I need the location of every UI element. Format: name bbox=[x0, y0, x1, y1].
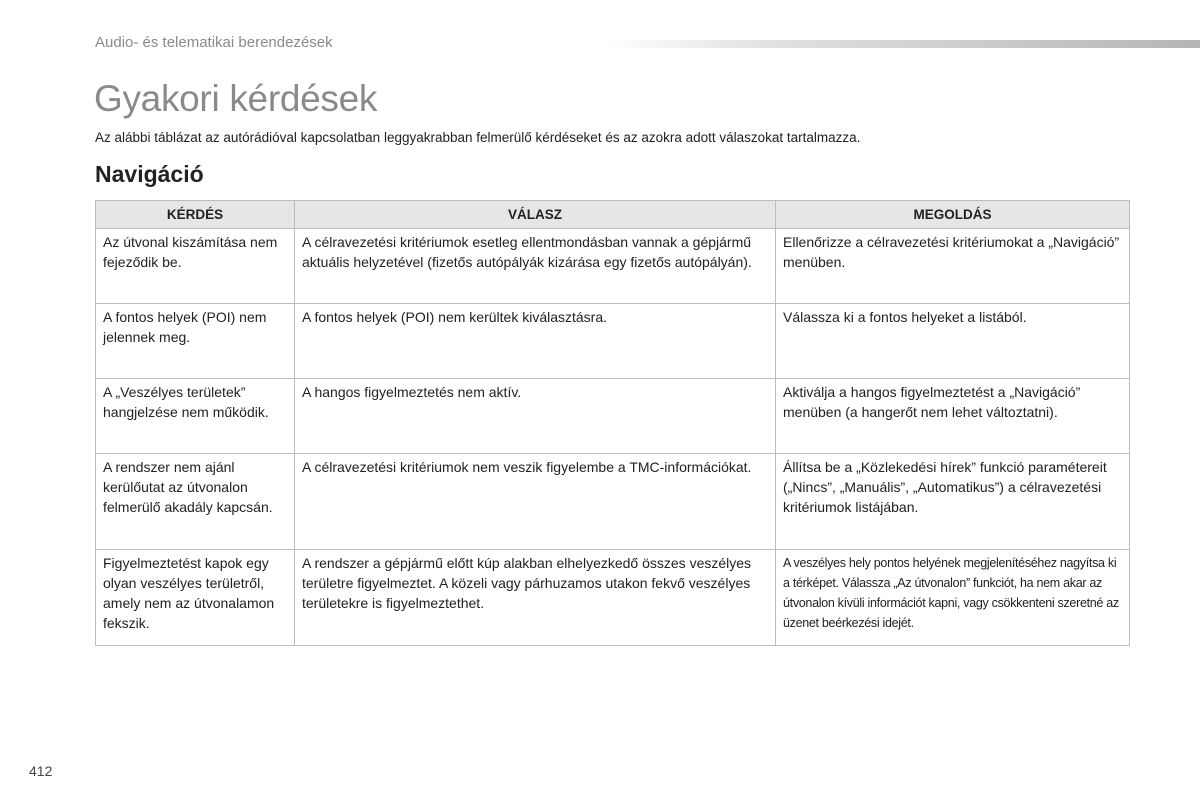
table-row bbox=[96, 550, 1130, 646]
section-header: Audio- és telematikai berendezések bbox=[95, 34, 333, 51]
section-subheading: Navigáció bbox=[95, 161, 204, 187]
solution-cell: Ellenőrizze a célravezetési kritériumokat a „Navigáció” menüben. bbox=[776, 229, 1130, 304]
answer-cell: A fontos helyek (POI) nem kerültek kiválasztásra. bbox=[295, 304, 776, 379]
column-header-solution: MEGOLDÁS bbox=[776, 201, 1130, 229]
table-row bbox=[96, 304, 1130, 379]
intro-text: Az alábbi táblázat az autórádióval kapcsolatban leggyakrabban felmerülő kérdéseket és az azokra adott válaszokat tartalmazza. bbox=[95, 130, 861, 145]
answer-cell: A hangos figyelmeztetés nem aktív. bbox=[295, 379, 776, 454]
table-row bbox=[96, 379, 1130, 454]
solution-cell: Állítsa be a „Közlekedési hírek” funkció paramétereit („Nincs”, „Manuális”, „Automatikus”) a célravezetési kritériumok listájában. bbox=[776, 454, 1130, 550]
column-header-answer: VÁLASZ bbox=[295, 201, 776, 229]
answer-cell: A célravezetési kritériumok nem veszik figyelembe a TMC-információkat. bbox=[295, 454, 776, 550]
solution-cell: A veszélyes hely pontos helyének megjelenítéséhez nagyítsa ki a térképet. Válassza „Az útvonalon” funkciót, ha nem akar az útvonalon kívüli információt kapni, vagy csökkenteni szeretné az üzenet beérkezési idejét. bbox=[776, 550, 1130, 646]
question-cell: A „Veszélyes területek” hangjelzése nem működik. bbox=[96, 379, 295, 454]
table-header-row bbox=[96, 201, 1130, 229]
faq-table bbox=[95, 200, 1130, 646]
question-cell: A fontos helyek (POI) nem jelennek meg. bbox=[96, 304, 295, 379]
page-title: Gyakori kérdések bbox=[94, 78, 378, 119]
answer-cell: A célravezetési kritériumok esetleg ellentmondásban vannak a gépjármű aktuális helyzetével (fizetős autópályák kizárása egy fizetős autópályán). bbox=[295, 229, 776, 304]
table-row bbox=[96, 454, 1130, 550]
table-row bbox=[96, 229, 1130, 304]
answer-cell: A rendszer a gépjármű előtt kúp alakban elhelyezkedő összes veszélyes területre figyelmeztet. A közeli vagy párhuzamos utakon fekvő veszélyes területekre is figyelmeztethet. bbox=[295, 550, 776, 646]
page-number: 412 bbox=[29, 763, 53, 779]
question-cell: A rendszer nem ajánl kerülőutat az útvonalon felmerülő akadály kapcsán. bbox=[96, 454, 295, 550]
column-header-question: KÉRDÉS bbox=[96, 201, 295, 229]
header-decoration-bar bbox=[605, 40, 1200, 48]
question-cell: Figyelmeztetést kapok egy olyan veszélyes területről, amely nem az útvonalamon fekszik. bbox=[96, 550, 295, 646]
solution-cell: Aktiválja a hangos figyelmeztetést a „Navigáció” menüben (a hangerőt nem lehet változtatni). bbox=[776, 379, 1130, 454]
solution-cell: Válassza ki a fontos helyeket a listából. bbox=[776, 304, 1130, 379]
question-cell: Az útvonal kiszámítása nem fejeződik be. bbox=[96, 229, 295, 304]
